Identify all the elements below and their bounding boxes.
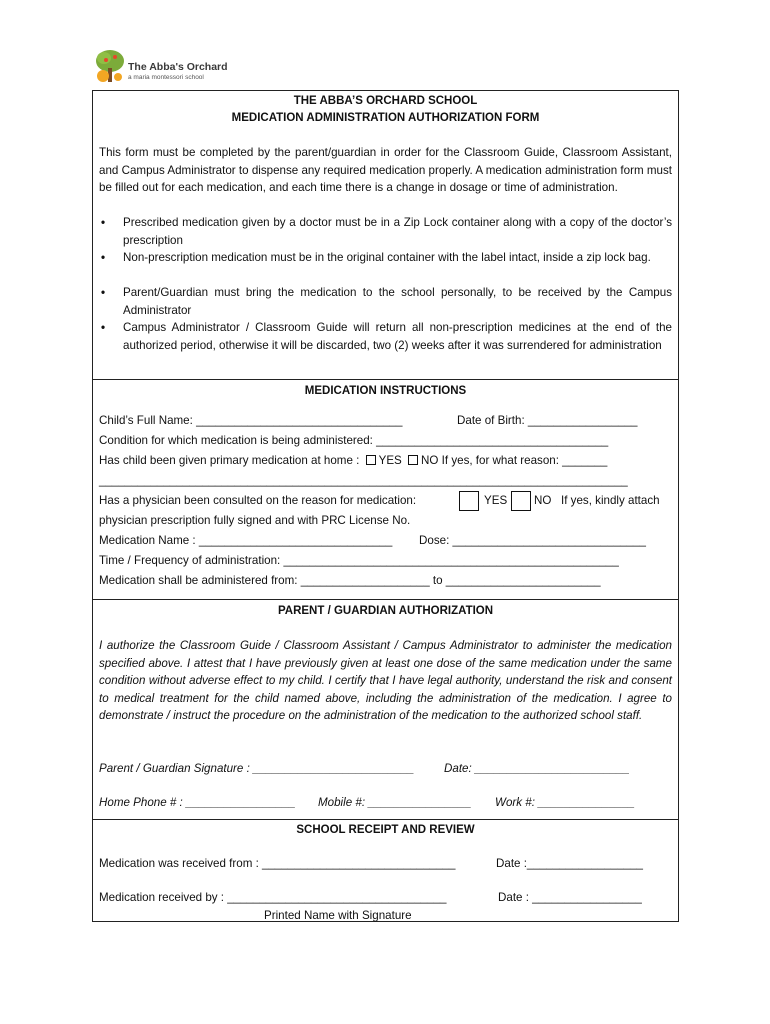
- bullet-item: • Parent/Guardian must bring the medication to the school personally, to be received by the Campus Administrator: [123, 284, 672, 319]
- section-divider: [93, 599, 678, 600]
- primary-yes-checkbox[interactable]: [366, 455, 376, 465]
- mobile-field[interactable]: Mobile #: ________________: [318, 796, 472, 809]
- received-by-field[interactable]: Medication received by : __________________________________: [99, 891, 447, 904]
- frequency-field[interactable]: Time / Frequency of administration: ____________________________________________________: [99, 554, 619, 567]
- guardian-signature-field[interactable]: Parent / Guardian Signature : _________________________: [99, 762, 415, 775]
- medication-name-field[interactable]: Medication Name : ______________________________: [99, 534, 393, 547]
- dob-field[interactable]: Date of Birth: _________________: [457, 414, 638, 427]
- form-title: MEDICATION ADMINISTRATION AUTHORIZATION FORM: [231, 112, 540, 124]
- intro-paragraph: This form must be completed by the parent/guardian in order for the Classroom Guide, Classroom Assistant, and Campus Administrator to dispense any required medication properly. A medication administration form must be filled out for each medication, and each time there is a change in dosage or time of administration.: [99, 146, 672, 194]
- physician-note-line2: physician prescription fully signed and with PRC License No.: [99, 514, 411, 527]
- primary-reason-field[interactable]: If yes, for what reason: _______: [441, 454, 608, 467]
- received-from-field[interactable]: Medication was received from : ______________________________: [99, 857, 456, 870]
- work-phone-field[interactable]: Work #: _______________: [495, 796, 635, 809]
- physician-no-checkbox[interactable]: [511, 491, 531, 511]
- physician-question: Has a physician been consulted on the reason for medication:: [99, 494, 417, 507]
- school-name: THE ABBA’S ORCHARD SCHOOL: [293, 95, 478, 107]
- bullet-item: • Non-prescription medication must be in the original container with the label intact, inside a zip lock bag.: [123, 249, 672, 267]
- received-date-field[interactable]: Date :__________________: [496, 857, 643, 870]
- medication-form: [92, 90, 679, 922]
- logo-subtitle: a maria montessori school: [128, 74, 204, 81]
- dose-field[interactable]: Dose: ______________________________: [419, 534, 646, 547]
- physician-yes-label: YES: [484, 494, 508, 507]
- administration-period-field[interactable]: Medication shall be administered from: ____________________ to ________________________: [99, 574, 601, 587]
- signature-date-field[interactable]: Date: ________________________: [444, 762, 630, 775]
- primary-no-label: NO: [421, 454, 439, 467]
- receipt-title: SCHOOL RECEIPT AND REVIEW: [296, 824, 475, 836]
- primary-yes-label: YES: [378, 454, 402, 467]
- logo-name: The Abba's Orchard: [128, 61, 228, 73]
- reason-blank-line[interactable]: __________________________________________________________________________________: [99, 474, 628, 487]
- condition-field[interactable]: Condition for which medication is being administered: ____________________________________: [99, 434, 609, 447]
- section-divider: [93, 819, 678, 820]
- primary-med-question: [99, 452, 607, 470]
- printed-name-caption: Printed Name with Signature: [264, 909, 412, 922]
- bullet-item: • Campus Administrator / Classroom Guide will return all non-prescription medicines at the end of the authorized period, otherwise it will be discarded, two (2) weeks after it was surrendered for administration: [123, 319, 672, 354]
- physician-attach-note: If yes, kindly attach: [561, 494, 660, 507]
- primary-med-label: Has child been given primary medication at home :: [99, 454, 360, 467]
- section-divider: [93, 379, 678, 380]
- tree-logo-icon: [94, 48, 126, 86]
- physician-no-label: NO: [534, 494, 552, 507]
- physician-yes-checkbox[interactable]: [459, 491, 479, 511]
- school-logo: [94, 48, 254, 88]
- authorization-title: PARENT / GUARDIAN AUTHORIZATION: [277, 605, 494, 617]
- primary-no-checkbox[interactable]: [408, 455, 418, 465]
- review-date-field[interactable]: Date : _________________: [498, 891, 642, 904]
- home-phone-field[interactable]: Home Phone # : _________________: [99, 796, 296, 809]
- authorization-statement: I authorize the Classroom Guide / Classroom Assistant / Campus Administrator to administer the medication specified above. I attest that I have previously given at least one dose of the same medication under the same condition without adverse effect to my child. I certify that I have legal authority, understand the risk and consent to medical treatment for the child named above, including the administration of the medication. I agree to demonstrate / instruct the procedure on the administration of the medication to the authorized school staff.: [99, 639, 672, 722]
- child-name-field[interactable]: Child’s Full Name: ________________________________: [99, 414, 403, 427]
- instructions-title: MEDICATION INSTRUCTIONS: [304, 385, 467, 397]
- bullet-item: • Prescribed medication given by a doctor must be in a Zip Lock container along with a copy of the doctor’s prescription: [123, 214, 672, 249]
